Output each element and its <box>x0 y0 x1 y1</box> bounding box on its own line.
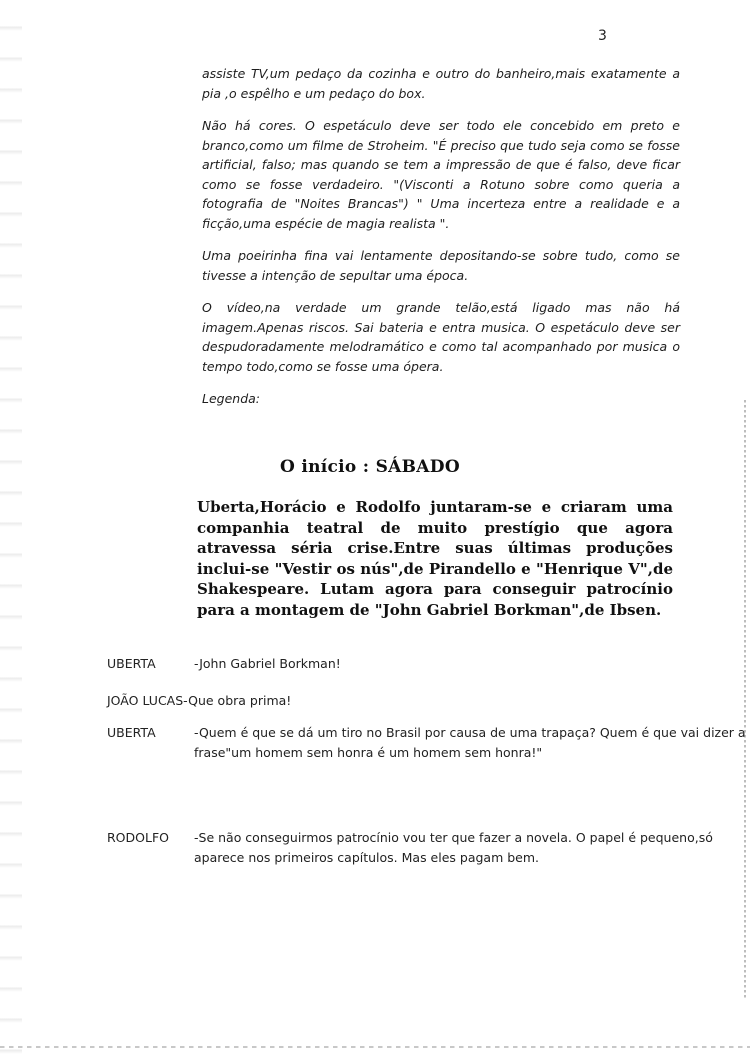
stage-directions <box>202 64 680 422</box>
scan-right-edge <box>744 400 746 1000</box>
act-title: O início : SÁBADO <box>280 457 460 477</box>
speech-text: -Quem é que se dá um tiro no Brasil por causa de uma trapaça? Quem é que vai dizer a frase"um homem sem honra é um homem sem honra!" <box>194 725 746 760</box>
speech-text: -Se não conseguirmos patrocínio vou ter que fazer a novela. O papel é pequeno,só aparece nos primeiros capítulos. Mas eles pagam bem. <box>194 830 713 865</box>
scan-left-edge <box>0 0 22 1060</box>
speech-line-inline <box>107 691 291 711</box>
page-number: 3 <box>598 28 607 44</box>
stage-direction-paragraph: Uma poeirinha fina vai lentamente depositando-se sobre tudo, como se tivesse a intenção de sepultar uma época. <box>202 248 680 283</box>
synopsis: Uberta,Horácio e Rodolfo juntaram-se e criaram uma companhia teatral de muito prestígio que agora atravessa séria crise.Entre suas últimas produções inclui-se "Vestir os nús",de Pirandello e "Henrique V",de Shakespeare. Lutam agora para conseguir patrocínio para a montagem de "John Gabriel Borkman",de Ibsen. <box>197 498 673 619</box>
stage-direction-paragraph: Não há cores. O espetáculo deve ser todo ele concebido em preto e branco,como um filme de Stroheim. "É preciso que tudo seja como se fosse artificial, falso; mas quando se tem a impressão de que é falso, deve ficar como se fosse verdadeiro. "(Visconti a Rotuno sobre como queria a fotografia de "Noites Brancas") " Uma incerteza entre a realidade e a ficção,uma espécie de magia realista ". <box>202 118 680 231</box>
speaker-name: UBERTA <box>107 725 156 740</box>
speech-text: -John Gabriel Borkman! <box>194 656 341 671</box>
stage-direction-paragraph: O vídeo,na verdade um grande telão,está ligado mas não há imagem.Apenas riscos. Sai bateria e entra musica. O espetáculo deve ser despudoradamente melodramático e como tal acompanhado por musica o tempo todo,como se fosse uma ópera. <box>202 300 680 374</box>
speaker-name: JOÃO LUCAS <box>107 693 184 708</box>
legend-label: Legenda: <box>202 391 261 406</box>
speaker-name: UBERTA <box>107 656 156 671</box>
speaker-name: RODOLFO <box>107 830 169 845</box>
stage-direction-paragraph: assiste TV,um pedaço da cozinha e outro do banheiro,mais exatamente a pia ,o espêlho e um pedaço do box. <box>202 66 680 101</box>
scan-bottom-edge <box>0 1046 750 1048</box>
speech-text: -Que obra prima! <box>183 693 292 708</box>
